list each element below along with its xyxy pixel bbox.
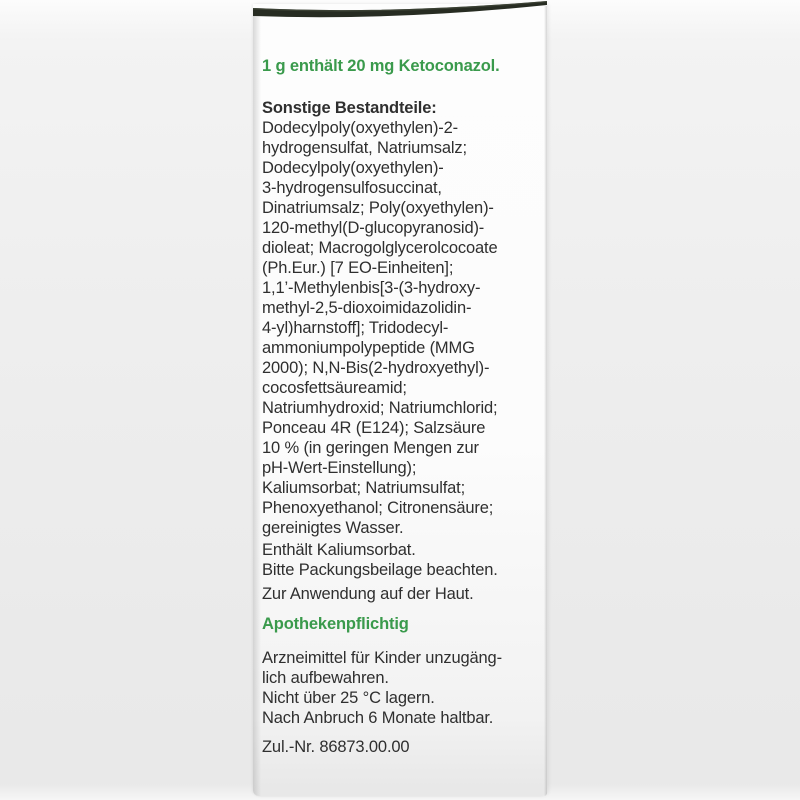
text-line: Dodecylpoly(oxyethylen)-2- bbox=[262, 119, 459, 137]
text-line: pH-Wert-Einstellung); bbox=[262, 459, 417, 477]
text-line: methyl-2,5-dioxoimidazolidin- bbox=[262, 299, 472, 317]
text-line: 1,1’-Methylenbis[3-(3-hydroxy- bbox=[262, 279, 481, 297]
storage-instructions bbox=[262, 648, 541, 728]
text-line: Enthält Kaliumsorbat. bbox=[262, 541, 416, 559]
text-line: Nicht über 25 °C lagern. bbox=[262, 689, 435, 707]
text-line: Arzneimittel für Kinder unzugäng- bbox=[262, 649, 502, 667]
text-line: ammoniumpolypeptide (MMG bbox=[262, 339, 475, 357]
dispensing-status: Apothekenpflichtig bbox=[262, 615, 409, 633]
text-line: 3-hydrogensulfosuccinat, bbox=[262, 179, 442, 197]
text-line: Ponceau 4R (E124); Salzsäure bbox=[262, 419, 486, 437]
text-line: lich aufbewahren. bbox=[262, 669, 389, 687]
text-line: gereinigtes Wasser. bbox=[262, 519, 404, 537]
text-line: Dodecylpoly(oxyethylen)- bbox=[262, 159, 444, 177]
approval-number: Zul.-Nr. 86873.00.00 bbox=[262, 738, 410, 756]
text-line: Kaliumsorbat; Natriumsulfat; bbox=[262, 479, 466, 497]
preservative-note bbox=[262, 540, 541, 580]
text-line: 10 % (in geringen Mengen zur bbox=[262, 439, 479, 457]
text-line: hydrogensulfat, Natriumsalz; bbox=[262, 139, 467, 157]
text-line: 4-yl)harnstoff]; Tridodecyl- bbox=[262, 319, 449, 337]
panel-text bbox=[262, 4, 541, 757]
text-line: Nach Anbruch 6 Monate haltbar. bbox=[262, 709, 494, 727]
text-line: Dinatriumsalz; Poly(oxyethylen)- bbox=[262, 199, 494, 217]
text-line: 2000); N,N-Bis(2-hydroxyethyl)- bbox=[262, 359, 490, 377]
text-line: 120-methyl(D-glucopyranosid)- bbox=[262, 219, 485, 237]
ingredients-list bbox=[262, 118, 541, 538]
text-line: dioleat; Macrogolglycerolcocoate bbox=[262, 239, 498, 257]
active-ingredient-statement: 1 g enthält 20 mg Ketoconazol. bbox=[262, 57, 500, 75]
ingredients-section bbox=[262, 98, 541, 538]
text-line: Phenoxyethanol; Citronensäure; bbox=[262, 499, 494, 517]
text-line: Bitte Packungsbeilage beachten. bbox=[262, 561, 498, 579]
usage-statement: Zur Anwendung auf der Haut. bbox=[262, 585, 474, 603]
text-line: (Ph.Eur.) [7 EO-Einheiten]; bbox=[262, 259, 454, 277]
box-top-edge bbox=[253, 0, 547, 24]
panel-left-fold bbox=[253, 10, 261, 796]
text-line: Natriumhydroxid; Natriumchlorid; bbox=[262, 399, 498, 417]
ingredients-heading: Sonstige Bestandteile: bbox=[262, 99, 437, 117]
text-line: cocosfettsäureamid; bbox=[262, 379, 407, 397]
package-side-panel bbox=[253, 4, 547, 796]
panel-right-fold bbox=[544, 6, 547, 796]
